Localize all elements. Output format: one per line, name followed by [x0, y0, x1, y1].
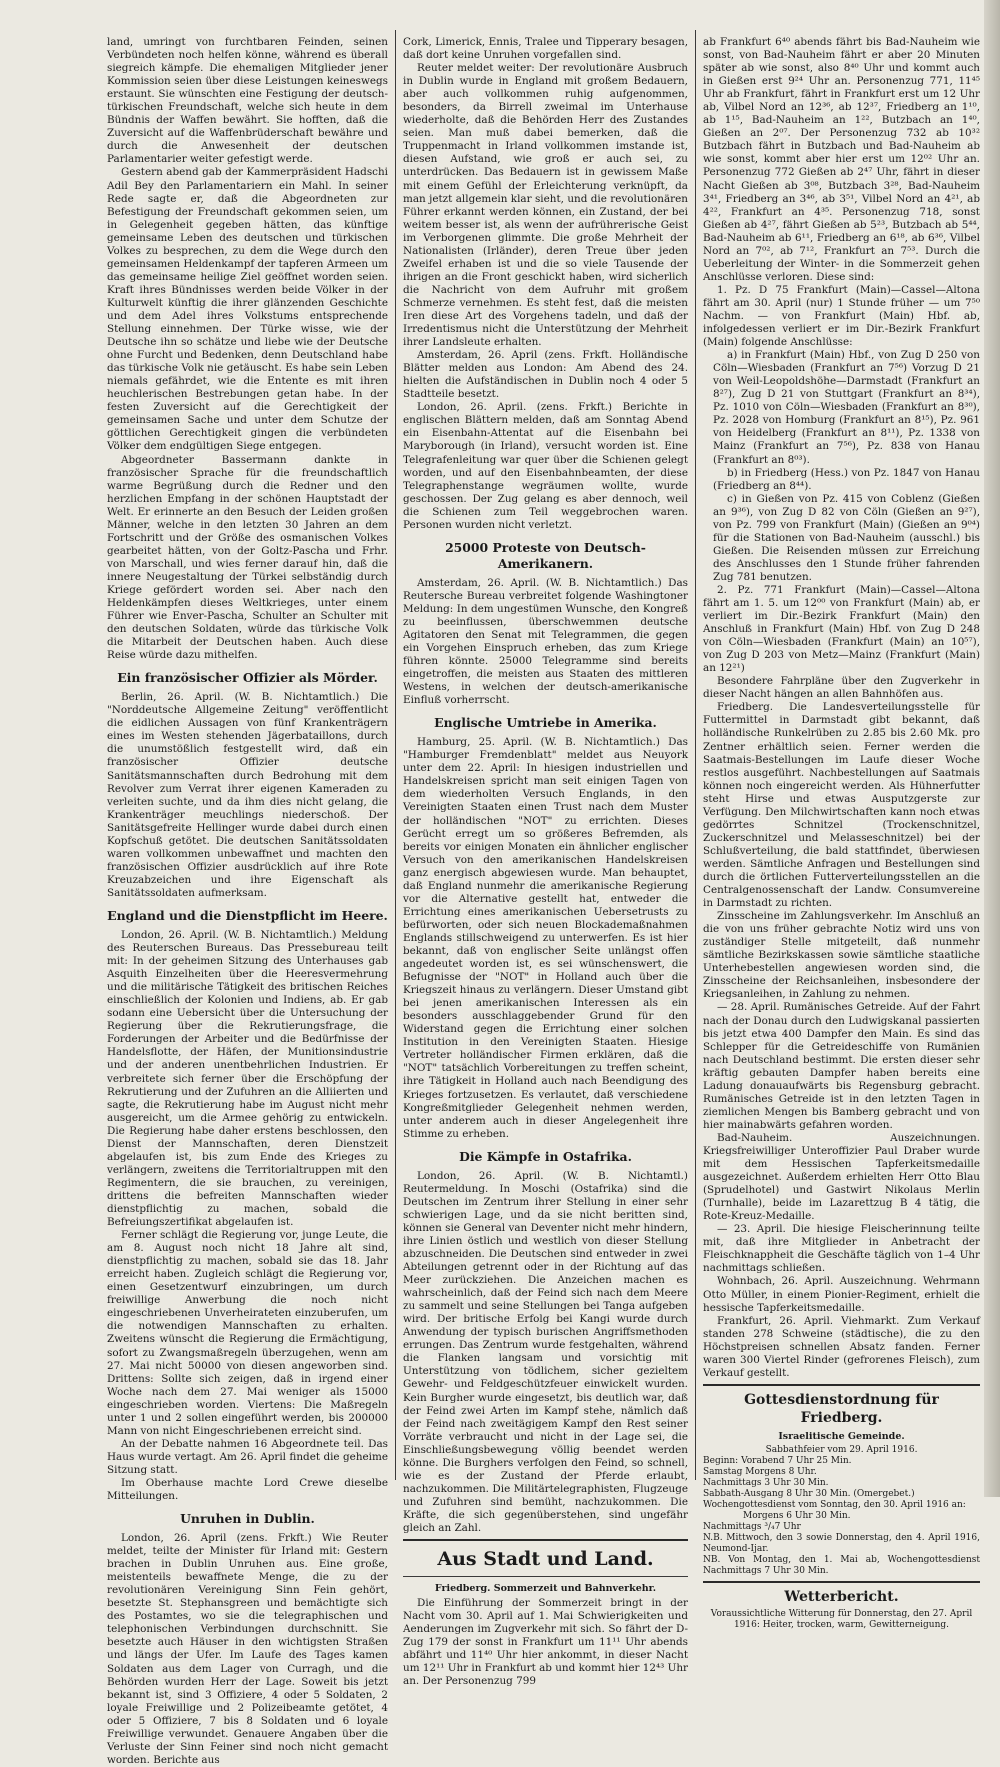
schedule-line: N.B. Mittwoch, den 3 sowie Donnerstag, den 4. April 1916, Neumond-Ijar.	[703, 1532, 980, 1554]
headline: Unruhen in Dublin.	[180, 1511, 315, 1527]
list-item: 1. Pz. D 75 Frankfurt (Main)—Cassel—Altona fährt am 30. April (nur) 1 Stunde früher — um 7⁵⁰ Nachm. — von Frankfurt (Main) Hbf. ab, infolgedessen verliert er im Dir.-Bezirk Frankfurt (Main) folgende Anschlüsse:	[703, 283, 980, 349]
schedule-line: Morgens 6 Uhr 30 Min.	[743, 1510, 851, 1521]
article-text: London, 26. April. (W. B. Nichtamtlich.) Meldung des Reuterschen Bureaus. Das Pressebureau teilt mit: In der geheimen Sitzung des Unterhauses gab Asquith Einzelheiten über die Heeresvermehrung und die militärische Tätigkeit des britischen Reiches einschließlich der Kolonien und Indiens, ab. Er gab sodann eine Uebersicht über die Untersuchung der Regierung über die Rekrutierungsfrage, die Forderungen der Arbeiter und die Bedürfnisse der Handelsflotte, der Häfen, der Munitionsindustrie und der anderen unentbehrlichen Industrien. Er verbreitete sich ferner über die Erschöpfung der Rekrutierung und der Zufuhren an die Alliierten und sagte, die Rekrutierung habe im August nicht mehr ausgereicht, um die Armee gehörig zu entwickeln. Die Regierung habe daher erstens beschlossen, den Dienst der Mannschaften, deren Dienstzeit abgelaufen ist, bis zum Ende des Krieges zu verlängern, zweitens die Territorialtruppen mit den Regimentern, die sie brauchen, zu vereinigen, drittens die befreiten Mannschaften wieder dienstpflichtig zu machen, sobald die Befreiungszertifikat abgelaufen ist.	[107, 929, 388, 1229]
schedule-line: Nachmittags 3 Uhr 30 Min.	[703, 1477, 829, 1488]
article-text: — 23. April. Die hiesige Fleischerinnung teilte mit, daß ihre Mitglieder in Anbetracht der Fleischknappheit die Geschäfte täglich von 1–4 Uhr nachmittags schließen.	[703, 1223, 980, 1275]
article-text: Frankfurt, 26. April. Viehmarkt. Zum Verkauf standen 278 Schweine (städtische), die zu den Höchstpreisen schnellen Absatz fanden. Ferner waren 300 Viertel Rinder (gefrorenes Fleisch), zum Verkauf gestellt.	[703, 1314, 980, 1379]
headline: Die Kämpfe in Ostafrika.	[459, 1148, 632, 1164]
article-text: Berlin, 26. April. (W. B. Nichtamtlich.) Die "Norddeutsche Allgemeine Zeitung" veröffentlicht die eidlichen Aussagen von fünf Krankenträgern eines im Westen stehenden Jägerbataillons, durch die unumstößlich festgestellt wird, daß ein französischer Offizier deutsche Sanitätsmannschaften durch Bedrohung mit dem Revolver zum Verrat ihrer eigenen Kameraden zu verleiten suchte, und da ihm dies nicht gelang, die Krankenträger meuchlings niederschoß. Der Sanitätsgefreite Hellinger wurde dabei durch einen Kopfschuß getötet. Die deutschen Sanitätssoldaten waren vollkommen unbewaffnet und machten den französischen Offizier ausdrücklich auf ihre Rote Kreuzabzeichen und ihre Eigenschaft als Sanitätssoldaten aufmerksam.	[107, 691, 388, 899]
article-text: Abgeordneter Bassermann dankte in französischer Sprache für die freundschaftlich warme Begrüßung durch die Redner und den herzlichen Empfang in der schönen Hauptstadt der Welt. Er erinnerte an den Besuch der Leiden großen Männer, welche in den letzten 30 Jahren an dem Fortschritt und der Größe des osmanischen Volkes gearbeitet hätten, von der Goltz-Pascha und Frhr. von Marschall, und wies ferner darauf hin, daß die innere Neugestaltung der Türkei selbständig durch Kriege gefördert worden sei. Aber nach den Heldenkämpfen dieses Weltkrieges, unter einem Führer wie Enver-Pascha, Schulter an Schulter mit den deutschen Soldaten, würde das türkische Volk die Mitarbeit der Deutschen haben. Auch diese Reise würde dazu mithelfen.	[107, 453, 388, 662]
headline: England und die Dienstpflicht im Heere.	[107, 908, 388, 923]
article-text: Reuter meldet weiter: Der revolutionäre Ausbruch in Dublin wurde in England mit großem Bedauern, aber auch vollkommen ruhig aufgenommen, besonders, da Birrell zweimal im Unterhause wiederholte, daß die Behörden Herr des Zustandes seien. Man muß dabei bemerken, daß die Truppenmacht in Irland vollkommen imstande ist, diesen Aufstand, wie groß er auch sei, zu unterdrücken. Das Bedauern ist in gewissem Maße mit einem Gefühl der Erleichterung verknüpft, da man jetzt allgemein klar sieht, und die revolutionären Führer erkannt werden können, ein Zustand, der bei weitem besser ist, als wenn der aufrührerische Geist im Verborgenen glimmte. Die große Mehrheit der Nationalisten (Irländer), deren Treue über jeden Zweifel erhaben ist und die so viele Tausende der ihrigen an die Front geschickt haben, wird sicherlich die Nachricht von dem Aufruhr mit großem Schmerze vernehmen. Es steht fest, daß die meisten Iren diese Art des Vorgehens tadeln, und daß der Irredentismus nicht die Unterstützung der Mehrheit ihrer Landsleute erhalten.	[403, 62, 688, 349]
schedule-line: Samstag Morgens 8 Uhr.	[703, 1466, 817, 1477]
service-schedule-title: Gottesdienstordnung für Friedberg.	[744, 1391, 939, 1426]
article-text: Im Oberhause machte Lord Crewe dieselbe Mitteilungen.	[107, 1476, 388, 1503]
article-text: land, umringt von furchtbaren Feinden, seinen Verbündeten noch helfen könne, während es überall siegreich kämpfe. Die ehemaligen Mitglieder jener Kommission seien über diese Leistungen keineswegs erstaunt. Sie wünschten eine Festigung der deutsch-türkischen Freundschaft, welche sich heute in dem Bündnis der Waffen bewährt. Sie hofften, daß die Zuversicht auf die Waffenbrüderschaft bewähre und durch die Anwesenheit der deutschen Parlamentarier weiter gefestigt werde.	[107, 36, 388, 166]
article-text: Hamburg, 25. April. (W. B. Nichtamtlich.) Das "Hamburger Fremdenblatt" meldet aus Neuyork unter dem 22. April: In hiesigen industriellen und Handelskreisen spricht man seit einigen Tagen von dem wiederholten Versuch Englands, in den Vereinigten Staaten einen Trust nach dem Muster der holländischen "NOT" zu errichten. Dieses Gerücht erregt um so größeres Befremden, als bereits vor einigen Monaten ein ähnlicher englischer Versuch von den amerikanischen Handelskreisen ganz energisch abgewiesen wurde. Man behauptet, daß England nunmehr die amerikanische Regierung vor die Alternative gestellt hat, entweder die Errichtung eines amerikanischen Uebersetrusts zu befürworten, oder sich neuen Blockademaßnahmen Englands stillschweigend zu unterwerfen. Es ist hier bekannt, daß von englischer Seite unlängst offen angedeutet worden ist, es sei wünschenswert, die Befugnisse der "NOT" in Holland auch über die Kriegszeit hinaus zu verlängern. Dieser Umstand gibt bei jenen amerikanischen Interessen als ein besonders ausschlaggebender Grund für den Widerstand gegen die Errichtung einer solchen Institution in den Vereinigten Staaten. Hiesige Vertreter holländischer Firmen erklären, daß die "NOT" tatsächlich Vorbereitungen zu treffen scheint, ihre Tätigkeit in Holland auch nach Beendigung des Krieges fortzusetzen. Es verlautet, daß verschiedene Kongreßmitglieder Gelegenheit nehmen werden, unter anderem auch in dieser Angelegenheit ihre Stimme zu erheben.	[403, 736, 688, 1140]
article-text: An der Debatte nahmen 16 Abgeordnete teil. Das Haus wurde vertagt. Am 26. April findet die geheime Sitzung statt.	[107, 1437, 388, 1476]
schedule-line: Nachmittags ³/₄7 Uhr	[703, 1521, 801, 1532]
schedule-line: Wochengottesdienst vom Sonntag, den 30. April 1916 an:	[703, 1499, 966, 1510]
congregation-name: Israelitische Gemeinde.	[778, 1430, 905, 1442]
article-text: Friedberg. Die Landesverteilungsstelle für Futtermittel in Darmstadt gibt bekannt, daß holländische Runkelrüben zu 2.85 bis 2.60 Mk. pro Zentner erhältlich seien. Ferner werden die Saatmais-Bestellungen im Laufe dieser Woche restlos ausgeführt. Nachbestellungen auf Saatmais können noch eingereicht werden. Als Hühnerfutter steht Hirse und etwas Ausputzgerste zur Verfügung. Den Milchwirtschaften kann noch etwas gedörrtes Schnitzel (Trockenschnitzel, Zuckerschnitzel und Melasseschnitzel) bei der Schlußverteilung, die bald stattfindet, überwiesen werden. Sämtliche Anfragen und Bestellungen sind durch die örtlichen Futterverteilungsstellen an die Centralgenossenschaft der Landw. Consumvereine in Darmstadt zu richten.	[703, 701, 980, 910]
page-edge	[984, 0, 1000, 1497]
article-text: Wohnbach, 26. April. Auszeichnung. Wehrmann Otto Müller, in einem Pionier-Regiment, erhielt die hessische Tapferkeitsmedaille.	[703, 1275, 980, 1314]
subheadline: Friedberg. Sommerzeit und Bahnverkehr.	[434, 1583, 657, 1595]
list-item: a) in Frankfurt (Main) Hbf., von Zug D 250 von Cöln—Wiesbaden (Frankfurt an 7⁵⁶) Vorzug D 21 von Weil-Leopoldshöhe—Darmstadt (Frankfurt an 8²⁷), Zug D 21 von Stuttgart (Frankfurt an 8³⁴), Pz. 1010 von Cöln—Wiesbaden (Frankfurt an 8³⁰), Pz. 2028 von Homburg (Frankfurt an 8¹⁵), Pz. 961 von Heidelberg (Frankfurt an 8¹¹), Pz. 1338 von Mainz (Frankfurt an 7⁵⁶), Pz. 838 von Hanau (Frankfurt an 8⁰³).	[713, 349, 980, 466]
article-text: London, 26. April. (W. B. Nichtamtl.) Reutermeldung. In Moschi (Ostafrika) sind die Deutschen im Zentrum ihrer Stellung in einer sehr schwierigen Lage, und da sie nicht beritten sind, können sie General van Deventer nicht mehr hindern, ihre Linien östlich und westlich von dieser Stellung abzuschneiden. Die Deutschen sind entweder in zwei Abteilungen getrennt oder in der Richtung auf das Meer zurückziehen. Die Anzeichen machen es wahrscheinlich, daß der Feind sich nach dem Meere zu sammelt und seine Stellungen bei Tanga aufgeben wird. Der britische Erfolg bei Kangi wurde durch Anwendung der typisch burischen Angriffsmethoden errungen. Das Zentrum wurde festgehalten, während die Flanken langsam und vorsichtig mit Unterstützung von tödlichem, sicher gezieltem Gewehr- und Feldgeschützfeuer einwickelt wurden. Kein Burgher wurde eingesetzt, bis deutlich war, daß der Feind zwei Arten im Kampf stehe, nämlich daß der Feind nach zweitägigem Kampf den Rest seiner Vorräte verbraucht und nicht in der Lage sei, die Einschließungsbewegung völlig beendet werden könne. Die Burghers verfolgen den Feind, so schnell, wie es der Zustand der Pferde erlaubt, nachzukommen. Die Militärtelegraphisten, Flugzeuge und Zufuhren sind bemüht, nachzukommen. Die Kräfte, die sich gegenüberstehen, sind ungefähr gleich an Zahl.	[403, 1169, 688, 1534]
section-rule	[403, 1539, 688, 1541]
list-item: c) in Gießen von Pz. 415 von Coblenz (Gießen an 9³⁶), von Zug D 82 von Cöln (Gießen an 9²⁷), von Pz. 799 von Frankfurt (Main) (Gießen an 9⁰⁴) für die Stationen von Bad-Nauheim (ausschl.) bis Gießen. Die Reisenden müssen zur Erreichung des Anschlusses den 1 Stunde früher fahrenden Zug 781 benutzen.	[713, 492, 980, 583]
list-item: b) in Friedberg (Hess.) von Pz. 1847 von Hanau (Friedberg an 8⁴⁴).	[713, 466, 980, 492]
list-item: 2. Pz. 771 Frankfurt (Main)—Cassel—Altona fährt am 1. 5. um 12⁰⁰ von Frankfurt (Main) ab, er verliert im Dir.-Bezirk Frankfurt (Main) den Anschluß in Frankfurt (Main) Hbf. von Zug D 248 von Cöln—Wiesbaden (Frankfurt (Main) an 10⁵⁷), von Zug D 203 von Metz—Mainz (Frankfurt (Main) an 12²¹)	[703, 583, 980, 675]
left-margin	[0, 0, 100, 1497]
article-text: Cork, Limerick, Ennis, Tralee und Tipperary besagen, daß dort keine Unruhen vorgefallen sind.	[403, 36, 688, 62]
schedule-line: Sabbath-Ausgang 8 Uhr 30 Min. (Omergebet.)	[703, 1488, 915, 1499]
article-text: Amsterdam, 26. April. (W. B. Nichtamtlich.) Das Reutersche Bureau verbreitet folgende Washingtoner Meldung: In dem ungestümen Wunsche, den Kongreß zu beeinflussen, überschwemmen deutsche Agitatoren den Senat mit Telegrammen, die gegen ein Vorgehen Einspruch erheben, das zum Kriege führen könnte. 25000 Telegramme sind bereits eingetroffen, die meisten aus Staaten des mittleren Westens, in welchen der deutsch-amerikanische Einfluß vorherrscht.	[403, 576, 688, 707]
column-3	[703, 36, 980, 1630]
headline: Ein französischer Offizier als Mörder.	[117, 670, 378, 686]
article-text: Besondere Fahrpläne über den Zugverkehr in dieser Nacht hängen an allen Bahnhöfen aus.	[703, 675, 980, 701]
headline: 25000 Proteste von Deutsch-Amerikanern.	[445, 539, 646, 571]
section-rule	[703, 1384, 980, 1386]
article-text: Amsterdam, 26. April (zens. Frkft. Holländische Blätter melden aus London: Am Abend des 24. hielten die Aufständischen in Dublin noch 4 oder 5 Stadtteile besetzt.	[403, 349, 688, 401]
article-text: London, 26. April. (zens. Frkft.) Berichte in englischen Blättern melden, daß am Sonntag Abend ein Eisenbahn-Attentat auf die Eisenbahn bei Maryborough (in Irland), versucht worden ist. Eine Telegrafenleitung war quer über die Schienen gelegt worden, und auf den Eisenbahnbeamten, der diese Telegraphenstange wegräumen wollte, wurde geschossen. Der Zug gelang es aber dennoch, weil die Schienen zum Teil weggebrochen waren. Personen wurden nicht verletzt.	[403, 401, 688, 531]
schedule-line: NB. Von Montag, den 1. Mai ab, Wochengottesdienst Nachmittags 7 Uhr 30 Min.	[703, 1554, 980, 1576]
section-title: Aus Stadt und Land.	[437, 1548, 654, 1571]
article-text: ab Frankfurt 6⁴⁰ abends fährt bis Bad-Nauheim wie sonst, von Bad-Nauheim fährt er aber 20 Minuten später ab wie sonst, also 8⁴⁰ Uhr und kommt auch in Gießen erst 9²⁴ Uhr an. Personenzug 771, 11⁴⁵ Uhr ab Frankfurt, fährt in Frankfurt erst um 12 Uhr ab, Vilbel Nord an 12³⁶, ab 12³⁷, Friedberg an 1¹⁰, ab 1¹⁵, Bad-Nauheim an 1²², Butzbach an 1⁴⁰, Gießen an 2⁰⁷. Der Personenzug 732 ab 10³² Butzbach fährt in Butzbach und Bad-Nauheim ab wie sonst, kommt aber hier erst um 12⁰² Uhr an. Personenzug 772 Gießen ab 2⁴⁷ Uhr, fährt in dieser Nacht Gießen ab 3⁰⁸, Butzbach 3²⁸, Bad-Nauheim 3⁴¹, Friedberg an 3⁴⁶, ab 3⁵¹, Vilbel Nord an 4²¹, ab 4²², Frankfurt an 4³⁵. Personenzug 718, sonst Gießen ab 4²⁷, fährt Gießen ab 5²³, Butzbach ab 5⁴⁴, Bad-Nauheim ab 6¹¹, Friedberg an 6¹⁸, ab 6³⁶, Vilbel Nord an 7⁰², ab 7¹², Frankfurt an 7⁵³. Durch die Ueberleitung der Winter- in die Sommerzeit gehen Anschlüsse verloren. Diese sind:	[703, 36, 980, 283]
weather-title: Wetterbericht.	[784, 1588, 899, 1605]
column-2	[403, 36, 689, 1688]
article-text: Ferner schlägt die Regierung vor, junge Leute, die am 8. August noch nicht 18 Jahre alt sind, dienstpflichtig zu machen, sobald sie das 18. Jahr erreicht haben. Zugleich schlägt die Regierung vor, einen Gesetzentwurf einzubringen, um durch freiwillige Anwerbung die noch nicht eingeschriebenen Unverheirateten einzuberufen, um die notwendigen Mannschaften zu erhalten. Zweitens wünscht die Regierung die Ermächtigung, sofort zu Zwangsmaßregeln überzugehen, wenn am 27. Mai nicht 50000 von diesen angeworben sind. Drittens: Sollte sich zeigen, daß in irgend einer Woche nach dem 27. Mai weniger als 15000 eingeschrieben worden. Viertens: Die Maßregeln unter 1 und 2 sollen eingeführt werden, bis 200000 Mann von nicht Eingeschriebenen erreicht sind.	[107, 1229, 388, 1437]
article-text: Bad-Nauheim. Auszeichnungen. Kriegsfreiwilliger Unteroffizier Paul Draber wurde mit dem Hessischen Tapferkeitsmedaille ausgezeichnet. Außerdem erhielten Herr Otto Blau (Sprudelhotel) und Gastwirt Nikolaus Merlin (Turnhalle), beide im Lazarettzug B 4 tätig, die Rote-Kreuz-Medaille.	[703, 1131, 980, 1223]
headline: Englische Umtriebe in Amerika.	[434, 715, 657, 731]
article-text: Zinsscheine im Zahlungsverkehr. Im Anschluß an die von uns früher gebrachte Notiz wird uns von zuständiger Stelle mitgeteilt, daß nunmehr sämtliche Bezirkskassen sowie sämtliche staatliche Unterhebestellen angewiesen worden sind, die Zinsscheine der Reichsanleihen, insbesondere der Kriegsanleihen, in Zahlung zu nehmen.	[703, 910, 980, 1001]
article-text: Gestern abend gab der Kammerpräsident Hadschi Adil Bey den Parlamentariern ein Mahl. In seiner Rede sagte er, daß die Abgeordneten zur Befestigung der Freundschaft gekommen seien, um in Gelegenheit gegeben hätten, das künftige gemeinsame Leben des deutschen und türkischen Volkes zu besprechen, zu dem die Wege durch den gemeinsamen Heldenkampf der tapferen Armeen um das gemeinsame heilige Ziel geöffnet worden seien. Kraft ihres Bündnisses werden beide Völker in der Kulturwelt künftig die ihrer glänzenden Geschichte und dem Adel ihres Volkstums entsprechende Stellung einnehmen. Der Türke wisse, wie der Deutsche ihn so schätze und liebe wie der Deutsche ohne Furcht und Bedenken, denn Deutschland habe das türkische Volk nie getäuscht. Es habe sein Leben niemals gefährdet, wie die Entente es mit ihren heuchlerischen Bestrebungen getan habe. In der festen Zuversicht auf die Gerechtigkeit der gemeinsamen Sache und unter dem Schutze der göttlichen Gerechtigkeit gingen die verbündeten Völker dem endgültigen Siege entgegen.	[107, 166, 388, 453]
schedule-line: Sabbathfeier vom 29. April 1916.	[765, 1444, 918, 1455]
article-text: London, 26. April (zens. Frkft.) Wie Reuter meldet, teilte der Minister für Irland mit: Gestern brachen in Dublin Unruhen aus. Eine große, meistenteils bewaffnete Menge, die zu der revolutionären Vereinigung Sinn Fein gehört, besetzte St. Stephansgreen und bemächtigte sich des Postamtes, wo sie die telegraphischen und telephonischen Verbindungen durchschnitt. Sie besetzte auch Häuser in den wichtigsten Straßen und längs der Ufer. Im Laufe des Tages kamen Soldaten aus dem Lager von Curragh, und die Behörden wurden Herr der Lage. Soweit bis jetzt bekannt ist, sind 3 Offiziere, 4 oder 5 Soldaten, 2 loyale Freiwillige und 2 Polizeibeamte getötet, 4 oder 5 Offiziere, 7 bis 8 Soldaten und 6 loyale Freiwillige verwundet. Genauere Angaben über die Verluste der Sinn Feiner sind noch nicht gemacht worden. Berichte aus	[107, 1532, 388, 1766]
section-rule	[703, 1581, 980, 1583]
column-1	[107, 36, 388, 1766]
weather-forecast: Voraussichtliche Witterung für Donnerstag, den 27. April 1916: Heiter, trocken, warm, Gewitterneigung.	[710, 1608, 973, 1630]
article-text: — 28. April. Rumänisches Getreide. Auf der Fahrt nach der Donau durch den Ludwigskanal passierten bis jetzt etwa 400 Dampfer den Main. Es sind das Schlepper für die Getreideschiffe von Rumänien nach Deutschland bestimmt. Die ersten dieser sehr kräftig gebauten Dampfer haben bereits eine Ladung donauaufwärts bis Regensburg gebracht. Rumänisches Getreide ist in den letzten Tagen in ziemlichen Mengen bis Bamberg gebracht und von hier mainabwärts gefahren worden.	[703, 1001, 980, 1131]
column-rule	[695, 30, 696, 1480]
column-rule	[395, 30, 396, 1480]
schedule-line: Beginn: Vorabend 7 Uhr 25 Min.	[703, 1455, 852, 1466]
article-text: Die Einführung der Sommerzeit bringt in der Nacht vom 30. April auf 1. Mai Schwierigkeiten und Aenderungen im Zugverkehr mit sich. So fährt der D-Zug 179 der sonst in Frankfurt um 11¹¹ Uhr abends abfährt und 11⁴⁰ Uhr hier ankommt, in dieser Nacht um 12¹¹ Uhr in Frankfurt ab und kommt hier 12⁴³ Uhr an. Der Personenzug 799	[403, 1597, 689, 1688]
section-rule	[403, 1576, 688, 1577]
